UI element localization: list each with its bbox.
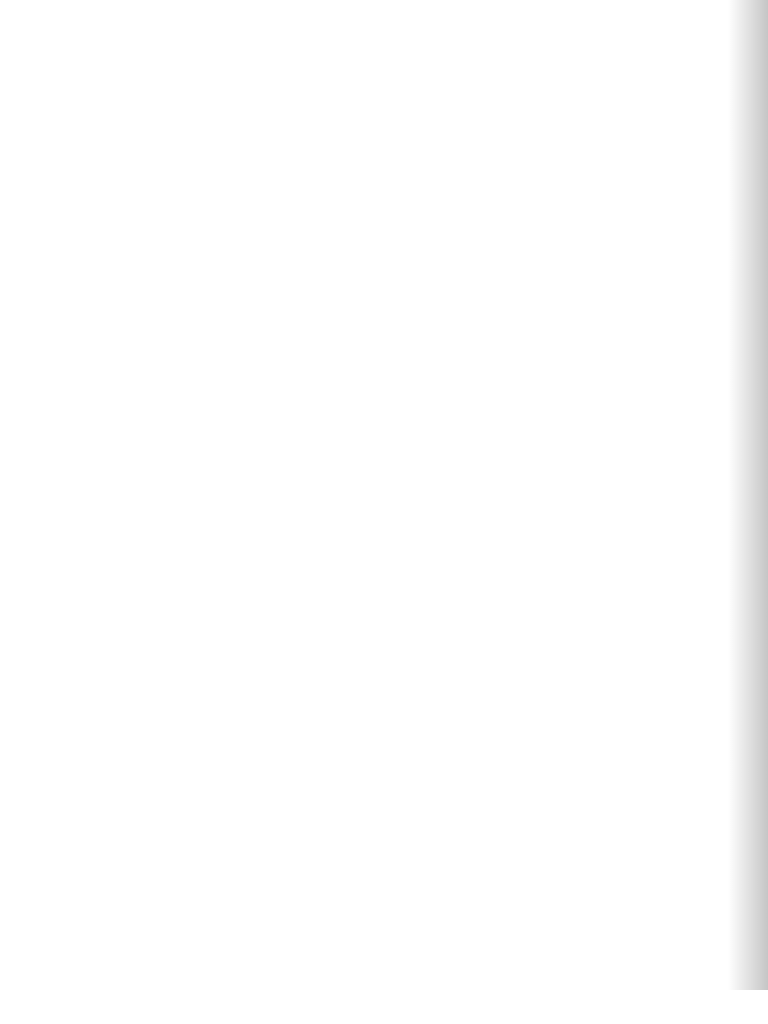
page-edge-shadow (728, 0, 768, 990)
exercise-section (100, 446, 740, 462)
